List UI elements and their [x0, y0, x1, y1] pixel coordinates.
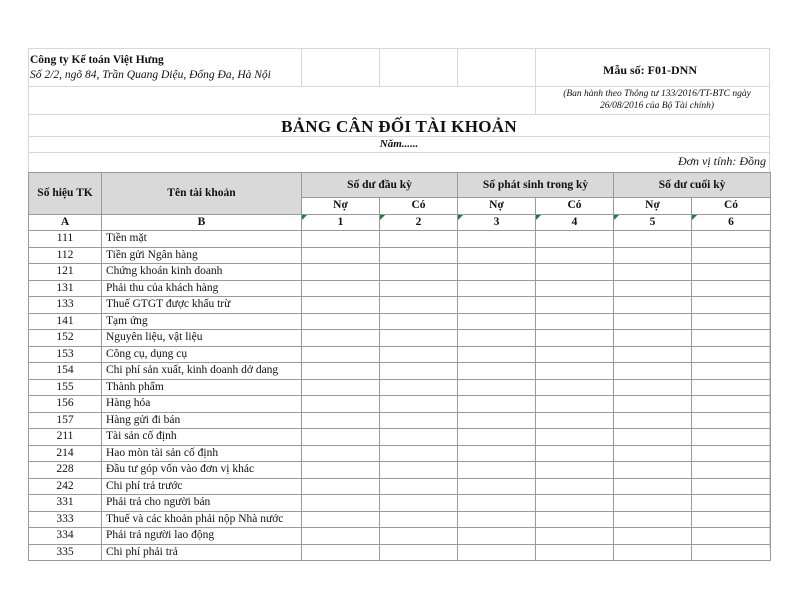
- amount-cell[interactable]: [380, 429, 458, 446]
- account-code[interactable]: 211: [29, 429, 102, 446]
- gridline: [28, 48, 29, 172]
- table-row: [29, 495, 771, 512]
- account-code[interactable]: 335: [29, 544, 102, 561]
- account-code[interactable]: 333: [29, 511, 102, 528]
- table-row: [29, 231, 771, 248]
- amount-cell[interactable]: [458, 478, 536, 495]
- amount-cell[interactable]: [692, 346, 771, 363]
- amount-cell[interactable]: [302, 544, 380, 561]
- table-row: [29, 247, 771, 264]
- form-code: Mẫu số: F01-DNN: [603, 63, 697, 77]
- amount-cell[interactable]: [302, 396, 380, 413]
- account-code[interactable]: 157: [29, 412, 102, 429]
- currency-unit-line: Đơn vị tính: Đồng: [677, 154, 766, 168]
- account-name[interactable]: Thuế GTGT được khấu trừ: [102, 297, 302, 314]
- account-name[interactable]: Phải trả cho người bán: [102, 495, 302, 512]
- gridline: [28, 86, 770, 87]
- account-name[interactable]: Thuế và các khoản phải nộp Nhà nước: [102, 511, 302, 528]
- amount-cell[interactable]: [302, 363, 380, 380]
- amount-cell[interactable]: [614, 462, 692, 479]
- table-row: [29, 462, 771, 479]
- amount-cell[interactable]: [302, 231, 380, 248]
- amount-cell[interactable]: [458, 511, 536, 528]
- amount-cell[interactable]: [536, 379, 614, 396]
- account-code[interactable]: 153: [29, 346, 102, 363]
- amount-cell[interactable]: [302, 462, 380, 479]
- gridline: [28, 48, 770, 49]
- gridline: [379, 48, 380, 86]
- amount-cell[interactable]: [458, 544, 536, 561]
- table-row: [29, 297, 771, 314]
- table-row: [29, 396, 771, 413]
- amount-cell[interactable]: [302, 429, 380, 446]
- amount-cell[interactable]: [536, 231, 614, 248]
- index-cell: 6: [692, 214, 771, 231]
- amount-cell[interactable]: [692, 528, 771, 545]
- amount-cell[interactable]: [380, 379, 458, 396]
- amount-cell[interactable]: [380, 495, 458, 512]
- amount-cell[interactable]: [536, 330, 614, 347]
- amount-cell[interactable]: [380, 511, 458, 528]
- header-credit: Có: [692, 198, 771, 215]
- amount-cell[interactable]: [614, 478, 692, 495]
- header-credit: Có: [536, 198, 614, 215]
- account-name[interactable]: Tạm ứng: [102, 313, 302, 330]
- amount-cell[interactable]: [380, 396, 458, 413]
- amount-cell[interactable]: [614, 346, 692, 363]
- header-period-movement: Số phát sinh trong kỳ: [458, 173, 614, 198]
- amount-cell[interactable]: [536, 528, 614, 545]
- amount-cell[interactable]: [302, 379, 380, 396]
- gridline: [457, 48, 458, 86]
- amount-cell[interactable]: [536, 495, 614, 512]
- table-row: [29, 313, 771, 330]
- amount-cell[interactable]: [380, 478, 458, 495]
- account-name[interactable]: Chứng khoán kinh doanh: [102, 264, 302, 281]
- issuance-note: (Ban hành theo Thông tư 133/2016/TT-BTC ngày 26/08/2016 của Bộ Tài chính): [563, 89, 751, 111]
- amount-cell[interactable]: [302, 445, 380, 462]
- amount-cell[interactable]: [380, 445, 458, 462]
- amount-cell[interactable]: [380, 297, 458, 314]
- amount-cell[interactable]: [380, 264, 458, 281]
- amount-cell[interactable]: [536, 511, 614, 528]
- table-row: [29, 330, 771, 347]
- account-name[interactable]: Tiền mặt: [102, 231, 302, 248]
- amount-cell[interactable]: [536, 247, 614, 264]
- company-address: Số 2/2, ngõ 84, Trần Quang Diệu, Đống Đa, Hà Nội: [30, 69, 271, 81]
- amount-cell[interactable]: [692, 396, 771, 413]
- document-title: BẢNG CÂN ĐỐI TÀI KHOẢN: [281, 117, 517, 136]
- table-row: [29, 429, 771, 446]
- table-row: [29, 280, 771, 297]
- amount-cell[interactable]: [692, 511, 771, 528]
- year-line: Năm......: [379, 138, 419, 150]
- amount-cell[interactable]: [614, 231, 692, 248]
- company-name: Công ty Kế toán Việt Hưng: [30, 54, 164, 66]
- account-name[interactable]: Hàng gửi đi bán: [102, 412, 302, 429]
- header-account-code: Số hiệu TK: [29, 173, 102, 215]
- account-code[interactable]: 133: [29, 297, 102, 314]
- amount-cell[interactable]: [614, 247, 692, 264]
- amount-cell[interactable]: [536, 280, 614, 297]
- trial-balance-table: [28, 172, 771, 561]
- account-name[interactable]: Chi phí phải trả: [102, 544, 302, 561]
- header-account-name: Tên tài khoản: [102, 173, 302, 215]
- index-cell: A: [29, 214, 102, 231]
- amount-cell[interactable]: [458, 231, 536, 248]
- amount-cell[interactable]: [536, 297, 614, 314]
- amount-cell[interactable]: [536, 313, 614, 330]
- table-row: [29, 544, 771, 561]
- amount-cell[interactable]: [614, 264, 692, 281]
- amount-cell[interactable]: [614, 313, 692, 330]
- account-name[interactable]: Đầu tư góp vốn vào đơn vị khác: [102, 462, 302, 479]
- amount-cell[interactable]: [458, 379, 536, 396]
- account-code[interactable]: 121: [29, 264, 102, 281]
- amount-cell[interactable]: [614, 412, 692, 429]
- amount-cell[interactable]: [302, 511, 380, 528]
- amount-cell[interactable]: [302, 478, 380, 495]
- account-code[interactable]: 334: [29, 528, 102, 545]
- spreadsheet-sheet: [28, 48, 770, 558]
- amount-cell[interactable]: [614, 511, 692, 528]
- amount-cell[interactable]: [380, 231, 458, 248]
- account-code[interactable]: 242: [29, 478, 102, 495]
- header-credit: Có: [380, 198, 458, 215]
- amount-cell[interactable]: [380, 280, 458, 297]
- amount-cell[interactable]: [380, 313, 458, 330]
- table-row: [29, 511, 771, 528]
- amount-cell[interactable]: [614, 445, 692, 462]
- amount-cell[interactable]: [302, 330, 380, 347]
- amount-cell[interactable]: [692, 247, 771, 264]
- gridline: [28, 114, 770, 115]
- amount-cell[interactable]: [458, 528, 536, 545]
- header-debit: Nợ: [458, 198, 536, 215]
- amount-cell[interactable]: [692, 495, 771, 512]
- amount-cell[interactable]: [692, 412, 771, 429]
- gridline: [28, 152, 770, 153]
- account-code[interactable]: 214: [29, 445, 102, 462]
- amount-cell[interactable]: [380, 330, 458, 347]
- amount-cell[interactable]: [692, 363, 771, 380]
- amount-cell[interactable]: [458, 346, 536, 363]
- amount-cell[interactable]: [458, 264, 536, 281]
- index-cell: 5: [614, 214, 692, 231]
- amount-cell[interactable]: [614, 363, 692, 380]
- amount-cell[interactable]: [536, 264, 614, 281]
- amount-cell[interactable]: [380, 412, 458, 429]
- account-rows: [29, 231, 771, 561]
- amount-cell[interactable]: [380, 363, 458, 380]
- amount-cell[interactable]: [692, 462, 771, 479]
- amount-cell[interactable]: [692, 231, 771, 248]
- index-cell: 1: [302, 214, 380, 231]
- amount-cell[interactable]: [536, 478, 614, 495]
- table-row: [29, 478, 771, 495]
- header-debit: Nợ: [302, 198, 380, 215]
- amount-cell[interactable]: [536, 445, 614, 462]
- account-name[interactable]: Hao mòn tài sản cố định: [102, 445, 302, 462]
- account-name[interactable]: Công cụ, dụng cụ: [102, 346, 302, 363]
- account-code[interactable]: 141: [29, 313, 102, 330]
- amount-cell[interactable]: [380, 462, 458, 479]
- table-row: [29, 264, 771, 281]
- account-code[interactable]: 228: [29, 462, 102, 479]
- amount-cell[interactable]: [692, 313, 771, 330]
- table-row: [29, 363, 771, 380]
- account-name[interactable]: Chi phí sản xuất, kinh doanh dở dang: [102, 363, 302, 380]
- amount-cell[interactable]: [692, 379, 771, 396]
- amount-cell[interactable]: [614, 379, 692, 396]
- amount-cell[interactable]: [614, 396, 692, 413]
- account-code[interactable]: 156: [29, 396, 102, 413]
- amount-cell[interactable]: [536, 412, 614, 429]
- index-cell: 2: [380, 214, 458, 231]
- account-name[interactable]: Tài sản cố định: [102, 429, 302, 446]
- header-debit: Nợ: [614, 198, 692, 215]
- amount-cell[interactable]: [458, 280, 536, 297]
- amount-cell[interactable]: [302, 313, 380, 330]
- account-name[interactable]: Chi phí trả trước: [102, 478, 302, 495]
- account-code[interactable]: 111: [29, 231, 102, 248]
- amount-cell[interactable]: [302, 264, 380, 281]
- amount-cell[interactable]: [692, 330, 771, 347]
- amount-cell[interactable]: [458, 495, 536, 512]
- amount-cell[interactable]: [614, 330, 692, 347]
- account-code[interactable]: 154: [29, 363, 102, 380]
- account-name[interactable]: Thành phẩm: [102, 379, 302, 396]
- amount-cell[interactable]: [614, 495, 692, 512]
- amount-cell[interactable]: [458, 412, 536, 429]
- amount-cell[interactable]: [380, 346, 458, 363]
- amount-cell[interactable]: [458, 247, 536, 264]
- amount-cell[interactable]: [302, 495, 380, 512]
- amount-cell[interactable]: [614, 544, 692, 561]
- table-row: [29, 445, 771, 462]
- account-code[interactable]: 331: [29, 495, 102, 512]
- index-cell: B: [102, 214, 302, 231]
- header-closing-balance: Số dư cuối kỳ: [614, 173, 771, 198]
- amount-cell[interactable]: [380, 528, 458, 545]
- amount-cell[interactable]: [458, 313, 536, 330]
- amount-cell[interactable]: [302, 247, 380, 264]
- amount-cell[interactable]: [614, 280, 692, 297]
- amount-cell[interactable]: [458, 363, 536, 380]
- table-row: [29, 379, 771, 396]
- amount-cell[interactable]: [536, 462, 614, 479]
- amount-cell[interactable]: [692, 445, 771, 462]
- amount-cell[interactable]: [692, 280, 771, 297]
- amount-cell[interactable]: [458, 462, 536, 479]
- gridline: [535, 48, 536, 114]
- index-cell: 3: [458, 214, 536, 231]
- amount-cell[interactable]: [302, 528, 380, 545]
- account-code[interactable]: 152: [29, 330, 102, 347]
- account-name[interactable]: Nguyên liệu, vật liệu: [102, 330, 302, 347]
- amount-cell[interactable]: [458, 330, 536, 347]
- amount-cell[interactable]: [302, 346, 380, 363]
- amount-cell[interactable]: [692, 544, 771, 561]
- amount-cell[interactable]: [380, 247, 458, 264]
- account-name[interactable]: Phải thu của khách hàng: [102, 280, 302, 297]
- account-code[interactable]: 112: [29, 247, 102, 264]
- amount-cell[interactable]: [614, 528, 692, 545]
- amount-cell[interactable]: [380, 544, 458, 561]
- index-cell: 4: [536, 214, 614, 231]
- table-row: [29, 346, 771, 363]
- amount-cell[interactable]: [614, 429, 692, 446]
- table-row: [29, 528, 771, 545]
- amount-cell[interactable]: [536, 544, 614, 561]
- gridline: [301, 48, 302, 86]
- amount-cell[interactable]: [614, 297, 692, 314]
- amount-cell[interactable]: [458, 445, 536, 462]
- account-name[interactable]: Phải trả người lao động: [102, 528, 302, 545]
- amount-cell[interactable]: [458, 396, 536, 413]
- amount-cell[interactable]: [692, 297, 771, 314]
- account-name[interactable]: Hàng hóa: [102, 396, 302, 413]
- amount-cell[interactable]: [458, 297, 536, 314]
- amount-cell[interactable]: [536, 396, 614, 413]
- amount-cell[interactable]: [302, 280, 380, 297]
- amount-cell[interactable]: [536, 363, 614, 380]
- amount-cell[interactable]: [302, 412, 380, 429]
- amount-cell[interactable]: [302, 297, 380, 314]
- header-opening-balance: Số dư đầu kỳ: [302, 173, 458, 198]
- amount-cell[interactable]: [692, 478, 771, 495]
- amount-cell[interactable]: [692, 429, 771, 446]
- account-code[interactable]: 155: [29, 379, 102, 396]
- account-name[interactable]: Tiền gửi Ngân hàng: [102, 247, 302, 264]
- account-code[interactable]: 131: [29, 280, 102, 297]
- amount-cell[interactable]: [458, 429, 536, 446]
- table-row: [29, 412, 771, 429]
- amount-cell[interactable]: [692, 264, 771, 281]
- amount-cell[interactable]: [536, 346, 614, 363]
- amount-cell[interactable]: [536, 429, 614, 446]
